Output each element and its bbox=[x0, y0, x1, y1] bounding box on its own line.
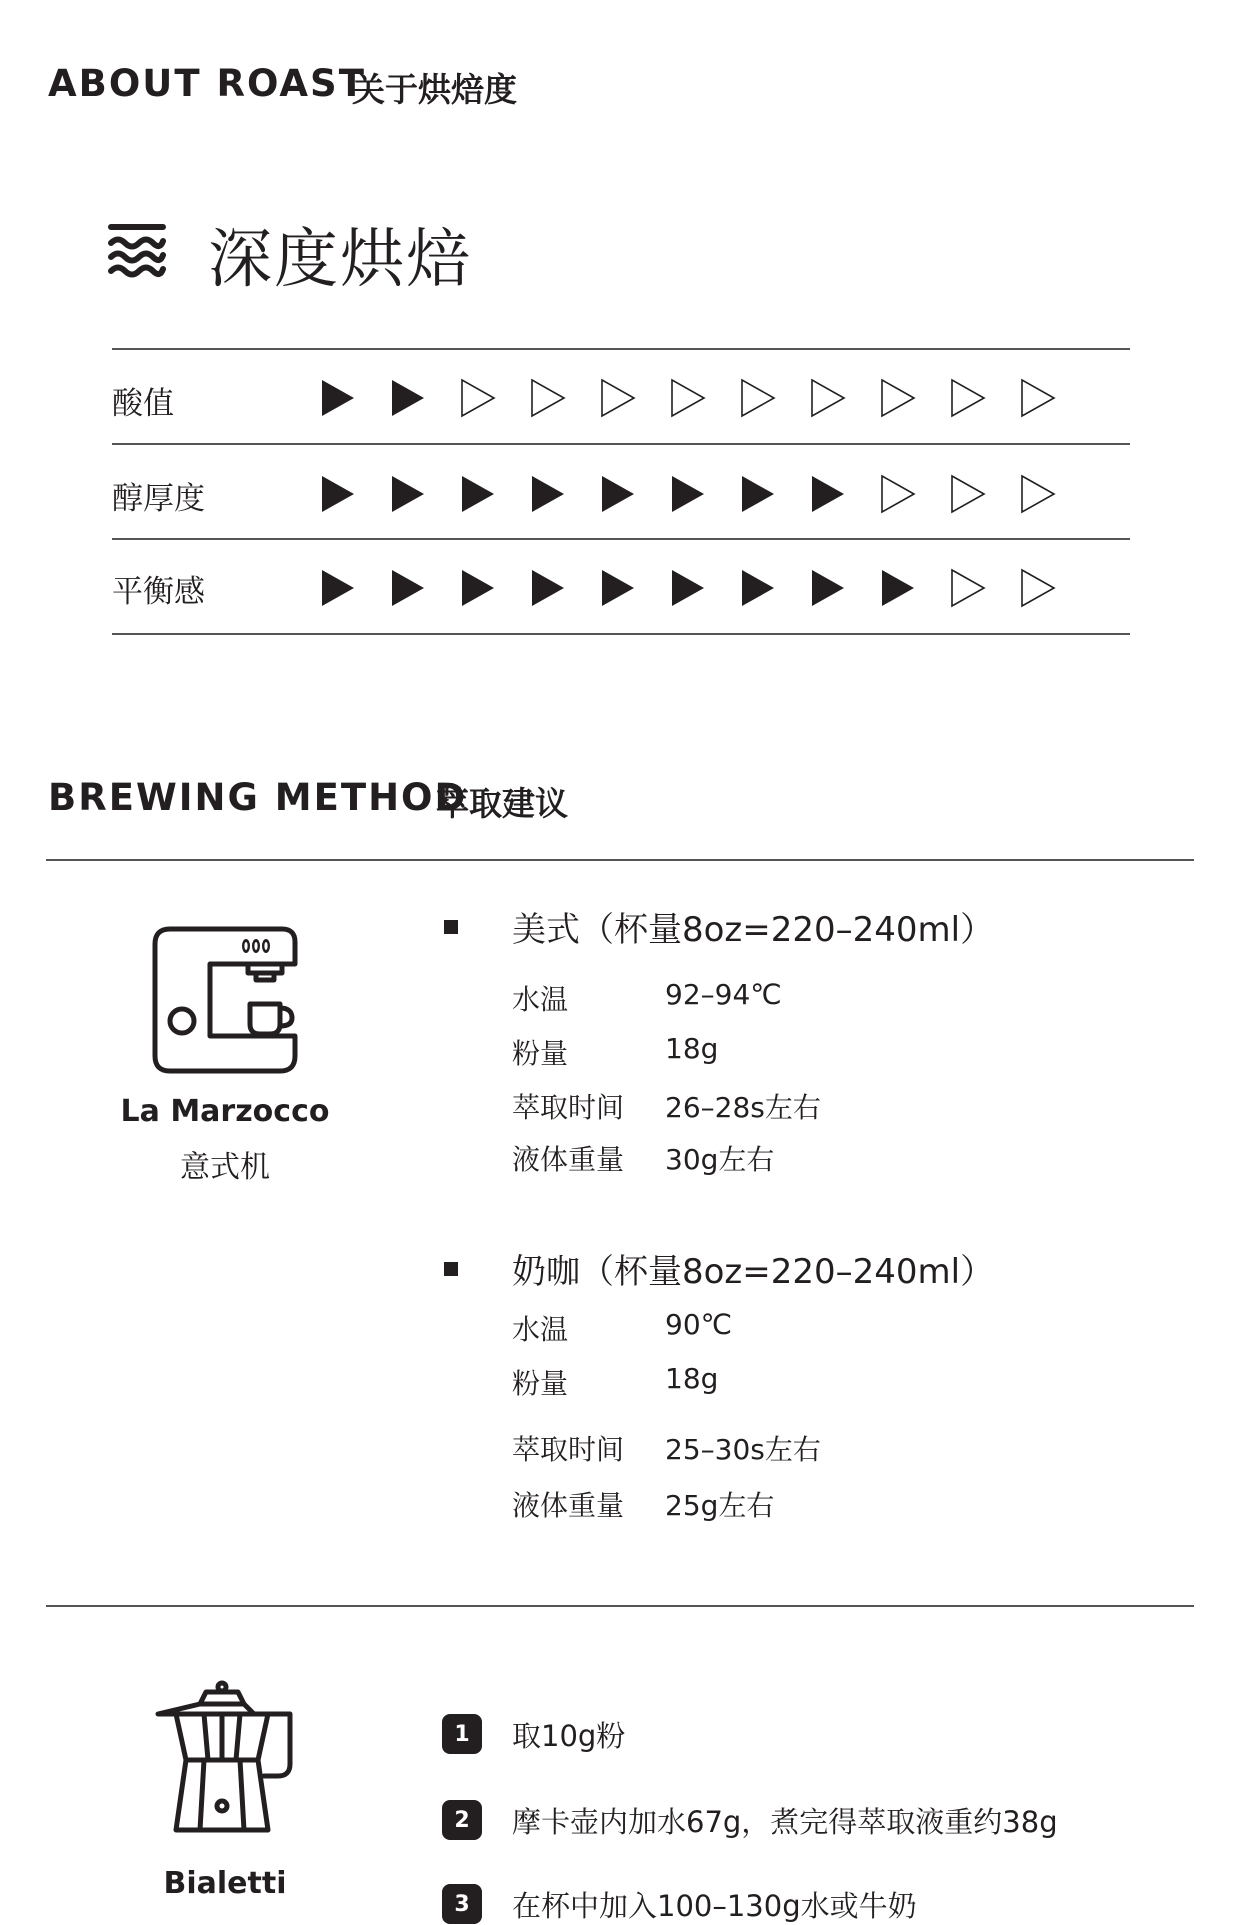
kv-label: 粉量 bbox=[512, 1367, 569, 1400]
method-title-latte: 奶咖（杯量8oz=220–240ml） bbox=[512, 1252, 995, 1292]
outline-triangle-icon bbox=[524, 374, 572, 422]
filled-triangle-icon bbox=[384, 374, 432, 422]
outline-triangle-icon bbox=[874, 470, 922, 518]
brewing-method-heading: BREWING METHOD bbox=[48, 776, 468, 819]
divider bbox=[46, 1605, 1194, 1607]
step-number-badge: 2 bbox=[442, 1800, 482, 1840]
outline-triangle-icon bbox=[944, 470, 992, 518]
divider bbox=[46, 859, 1194, 861]
outline-triangle-icon bbox=[664, 374, 712, 422]
about-roast-heading-zh: 关于烘焙度 bbox=[352, 70, 517, 109]
step-number-badge: 1 bbox=[442, 1714, 482, 1754]
filled-triangle-icon bbox=[314, 374, 362, 422]
filled-triangle-icon bbox=[734, 564, 782, 612]
filled-triangle-icon bbox=[874, 564, 922, 612]
kv-value: 92–94℃ bbox=[665, 978, 782, 1011]
outline-triangle-icon bbox=[944, 564, 992, 612]
filled-triangle-icon bbox=[314, 564, 362, 612]
machine-name: Bialetti bbox=[163, 1866, 287, 1901]
filled-triangle-icon bbox=[384, 564, 432, 612]
moka-pot-icon bbox=[154, 1680, 296, 1836]
outline-triangle-icon bbox=[874, 374, 922, 422]
outline-triangle-icon bbox=[1014, 470, 1062, 518]
outline-triangle-icon bbox=[1014, 374, 1062, 422]
kv-label: 液体重量 bbox=[512, 1489, 625, 1522]
kv-label: 萃取时间 bbox=[512, 1433, 625, 1466]
waves-icon bbox=[108, 222, 166, 278]
kv-value: 25–30s左右 bbox=[665, 1433, 821, 1466]
method-title-americano: 美式（杯量8oz=220–240ml） bbox=[512, 910, 995, 950]
filled-triangle-icon bbox=[314, 470, 362, 518]
step-text: 取10g粉 bbox=[512, 1719, 626, 1753]
kv-value: 18g bbox=[665, 1362, 719, 1395]
kv-label: 水温 bbox=[512, 1313, 569, 1346]
balance-rating bbox=[314, 564, 1062, 612]
bullet bbox=[444, 920, 458, 934]
filled-triangle-icon bbox=[734, 470, 782, 518]
body-rating bbox=[314, 470, 1062, 518]
machine-name: La Marzocco bbox=[120, 1094, 330, 1129]
acidity-rating bbox=[314, 374, 1062, 422]
kv-value: 90℃ bbox=[665, 1308, 733, 1341]
about-roast-heading: ABOUT ROAST bbox=[48, 62, 366, 105]
step-number-badge: 3 bbox=[442, 1884, 482, 1924]
kv-value: 26–28s左右 bbox=[665, 1091, 821, 1124]
divider bbox=[112, 633, 1130, 635]
outline-triangle-icon bbox=[594, 374, 642, 422]
kv-label: 水温 bbox=[512, 983, 569, 1016]
attr-label-body: 醇厚度 bbox=[112, 481, 205, 517]
step-text: 在杯中加入100–130g水或牛奶 bbox=[512, 1889, 917, 1923]
espresso-machine-icon bbox=[150, 926, 300, 1074]
divider bbox=[112, 443, 1130, 445]
kv-label: 萃取时间 bbox=[512, 1091, 625, 1124]
outline-triangle-icon bbox=[944, 374, 992, 422]
kv-value: 30g左右 bbox=[665, 1143, 775, 1176]
filled-triangle-icon bbox=[664, 564, 712, 612]
outline-triangle-icon bbox=[734, 374, 782, 422]
outline-triangle-icon bbox=[804, 374, 852, 422]
outline-triangle-icon bbox=[1014, 564, 1062, 612]
kv-label: 粉量 bbox=[512, 1037, 569, 1070]
filled-triangle-icon bbox=[664, 470, 712, 518]
filled-triangle-icon bbox=[804, 564, 852, 612]
filled-triangle-icon bbox=[454, 564, 502, 612]
step-text: 摩卡壶内加水67g，煮完得萃取液重约38g bbox=[512, 1805, 1058, 1839]
filled-triangle-icon bbox=[524, 564, 572, 612]
filled-triangle-icon bbox=[524, 470, 572, 518]
filled-triangle-icon bbox=[384, 470, 432, 518]
machine-type: 意式机 bbox=[180, 1150, 270, 1185]
divider bbox=[112, 538, 1130, 540]
kv-value: 18g bbox=[665, 1032, 719, 1065]
filled-triangle-icon bbox=[454, 470, 502, 518]
filled-triangle-icon bbox=[594, 470, 642, 518]
roast-level-title: 深度烘焙 bbox=[208, 223, 472, 297]
filled-triangle-icon bbox=[594, 564, 642, 612]
kv-value: 25g左右 bbox=[665, 1489, 775, 1522]
attr-label-acidity: 酸值 bbox=[112, 386, 174, 422]
brewing-method-heading-zh: 萃取建议 bbox=[436, 784, 568, 823]
filled-triangle-icon bbox=[804, 470, 852, 518]
attr-label-balance: 平衡感 bbox=[112, 574, 205, 610]
outline-triangle-icon bbox=[454, 374, 502, 422]
divider bbox=[112, 348, 1130, 350]
kv-label: 液体重量 bbox=[512, 1143, 625, 1176]
bullet bbox=[444, 1262, 458, 1276]
